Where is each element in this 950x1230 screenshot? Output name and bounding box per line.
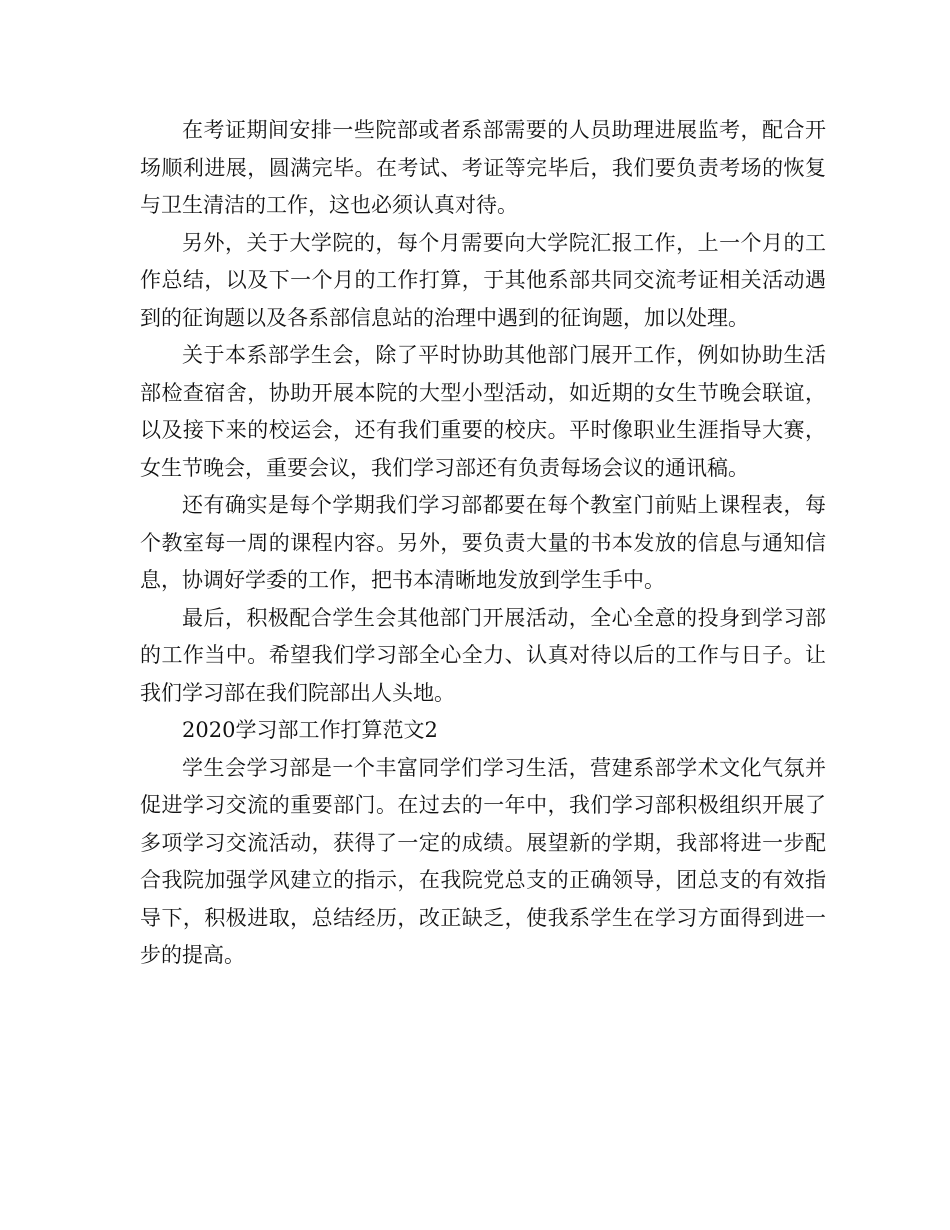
paragraph-class-schedule: 还有确实是每个学期我们学习部都要在每个教室门前贴上课程表，每个教室每一周的课程内容。另外，要负责大量的书本发放的信息与通知信息，协调好学委的工作，把书本清晰地发放到学生手中。 bbox=[140, 493, 826, 592]
paragraph-closing-remarks: 最后，积极配合学生会其他部门开展活动，全心全意的投身到学习部的工作当中。希望我们学习部全心全力、认真对待以后的工作与日子。让我们学习部在我们院部出人头地。 bbox=[140, 605, 826, 705]
paragraph-new-semester: 学生会学习部是一个丰富同学们学习生活，营建系部学术文化气氛并促进学习交流的重要部门。在过去的一年中，我们学习部积极组织开展了多项学习交流活动，获得了一定的成绩。展望新的学期，我部将进一步配合我院加强学风建立的指示，在我院党总支的正确领导，团总支的有效指导下，积极进取，总结经历，改正缺乏，使我系学生在学习方面得到进一步的提高。 bbox=[140, 755, 826, 967]
paragraph-exam-proctoring: 在考证期间安排一些院部或者系部需要的人员助理进展监考，配合开场顺利进展，圆满完毕。在考试、考证等完毕后，我们要负责考场的恢复与卫生清洁的工作，这也必须认真对待。 bbox=[140, 118, 826, 217]
section-heading: 2020学习部工作打算范文2 bbox=[182, 718, 438, 742]
paragraph-college-reporting: 另外，关于大学院的，每个月需要向大学院汇报工作，上一个月的工作总结，以及下一个月的工作打算，于其他系部共同交流考证相关活动遇到的征询题以及各系部信息站的治理中遇到的征询题，加以处理。 bbox=[140, 230, 826, 330]
paragraph-student-union: 关于本系部学生会，除了平时协助其他部门展开工作，例如协助生活部检查宿舍，协助开展本院的大型小型活动，如近期的女生节晚会联谊，以及接下来的校运会，还有我们重要的校庆。平时像职业生涯指导大赛，女生节晚会，重要会议，我们学习部还有负责每场会议的通讯稿。 bbox=[140, 343, 826, 480]
document-body bbox=[140, 112, 826, 975]
